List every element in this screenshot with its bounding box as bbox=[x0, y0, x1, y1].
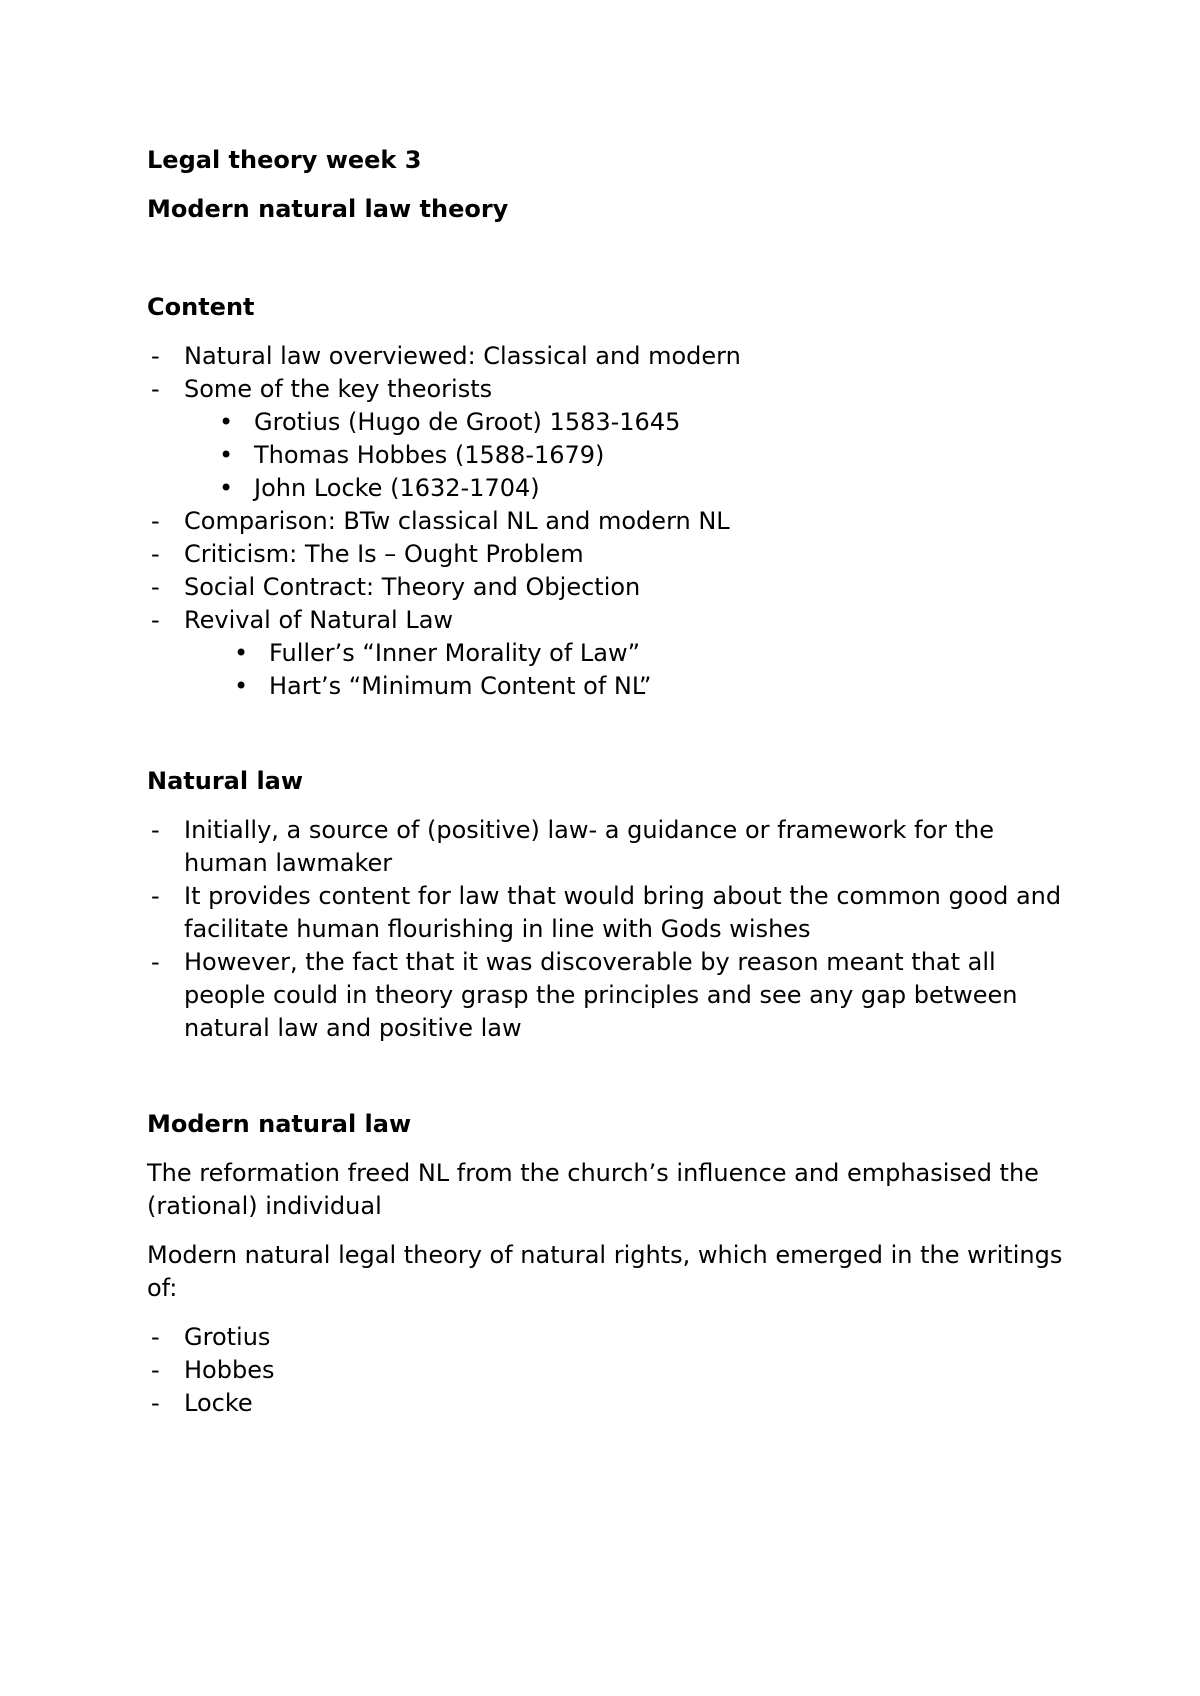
list-item bbox=[0, 1321, 1064, 1354]
sub-list-item bbox=[0, 670, 1064, 703]
bullet-marker: • bbox=[219, 474, 234, 502]
modern-natural-law-heading: Modern natural law bbox=[147, 1110, 412, 1138]
bullet-marker: • bbox=[234, 639, 249, 667]
list-item bbox=[0, 373, 1064, 406]
sub-list-item bbox=[0, 637, 1064, 670]
writers-list bbox=[0, 1321, 1064, 1420]
list-item bbox=[0, 571, 1064, 604]
bullet-marker: • bbox=[219, 441, 234, 469]
list-item-text: Hart’s “Minimum Content of NL” bbox=[269, 672, 652, 700]
dash-marker: - bbox=[151, 606, 160, 634]
content-list bbox=[0, 340, 1064, 703]
dash-marker: - bbox=[151, 1323, 160, 1351]
list-item-text: Grotius bbox=[184, 1323, 271, 1351]
list-item-text: John Locke (1632-1704) bbox=[254, 474, 540, 502]
list-item-text: Initially, a source of (positive) law- a guidance or framework for the human lawmaker bbox=[184, 816, 995, 877]
dash-marker: - bbox=[151, 540, 160, 568]
list-item-text: Thomas Hobbes (1588-1679) bbox=[254, 441, 605, 469]
natural-law-list bbox=[0, 814, 1064, 1045]
dash-marker: - bbox=[151, 882, 160, 910]
content-heading: Content bbox=[147, 293, 255, 321]
dash-marker: - bbox=[151, 948, 160, 976]
list-item bbox=[0, 538, 1064, 571]
dash-marker: - bbox=[151, 1389, 160, 1417]
document-title: Legal theory week 3 bbox=[147, 146, 422, 174]
dash-marker: - bbox=[151, 1356, 160, 1384]
list-item-text: Locke bbox=[184, 1389, 253, 1417]
bullet-marker: • bbox=[234, 672, 249, 700]
sub-list-item bbox=[0, 472, 1064, 505]
document-subtitle: Modern natural law theory bbox=[147, 195, 509, 223]
modern-paragraph-1: The reformation freed NL from the church’s influence and emphasised the (rational) individual bbox=[147, 1159, 1039, 1220]
sub-list-item bbox=[0, 439, 1064, 472]
natural-law-heading: Natural law bbox=[147, 767, 304, 795]
list-item-text: Natural law overviewed: Classical and modern bbox=[184, 342, 741, 370]
list-item-text: Fuller’s “Inner Morality of Law” bbox=[269, 639, 641, 667]
sub-list-item bbox=[0, 406, 1064, 439]
list-item-text: Grotius (Hugo de Groot) 1583-1645 bbox=[254, 408, 681, 436]
bullet-marker: • bbox=[219, 408, 234, 436]
list-item bbox=[0, 604, 1064, 637]
list-item-text: Criticism: The Is – Ought Problem bbox=[184, 540, 584, 568]
dash-marker: - bbox=[151, 573, 160, 601]
modern-paragraph-2: Modern natural legal theory of natural rights, which emerged in the writings of: bbox=[147, 1241, 1063, 1302]
list-item bbox=[0, 1354, 1064, 1387]
dash-marker: - bbox=[151, 507, 160, 535]
list-item bbox=[0, 946, 1064, 1045]
list-item bbox=[0, 1387, 1064, 1420]
list-item bbox=[0, 505, 1064, 538]
list-item-text: Hobbes bbox=[184, 1356, 275, 1384]
list-item-text: Social Contract: Theory and Objection bbox=[184, 573, 641, 601]
dash-marker: - bbox=[151, 375, 160, 403]
list-item-text: Comparison: BTw classical NL and modern NL bbox=[184, 507, 730, 535]
list-item bbox=[0, 814, 1064, 880]
dash-marker: - bbox=[151, 816, 160, 844]
list-item-text: However, the fact that it was discoverable by reason meant that all people could in theory grasp the principles and see any gap between natural law and positive law bbox=[184, 948, 1018, 1042]
list-item bbox=[0, 880, 1064, 946]
list-item bbox=[0, 340, 1064, 373]
dash-marker: - bbox=[151, 342, 160, 370]
list-item-text: It provides content for law that would bring about the common good and facilitate human flourishing in line with Gods wishes bbox=[184, 882, 1062, 943]
list-item-text: Some of the key theorists bbox=[184, 375, 493, 403]
list-item-text: Revival of Natural Law bbox=[184, 606, 454, 634]
